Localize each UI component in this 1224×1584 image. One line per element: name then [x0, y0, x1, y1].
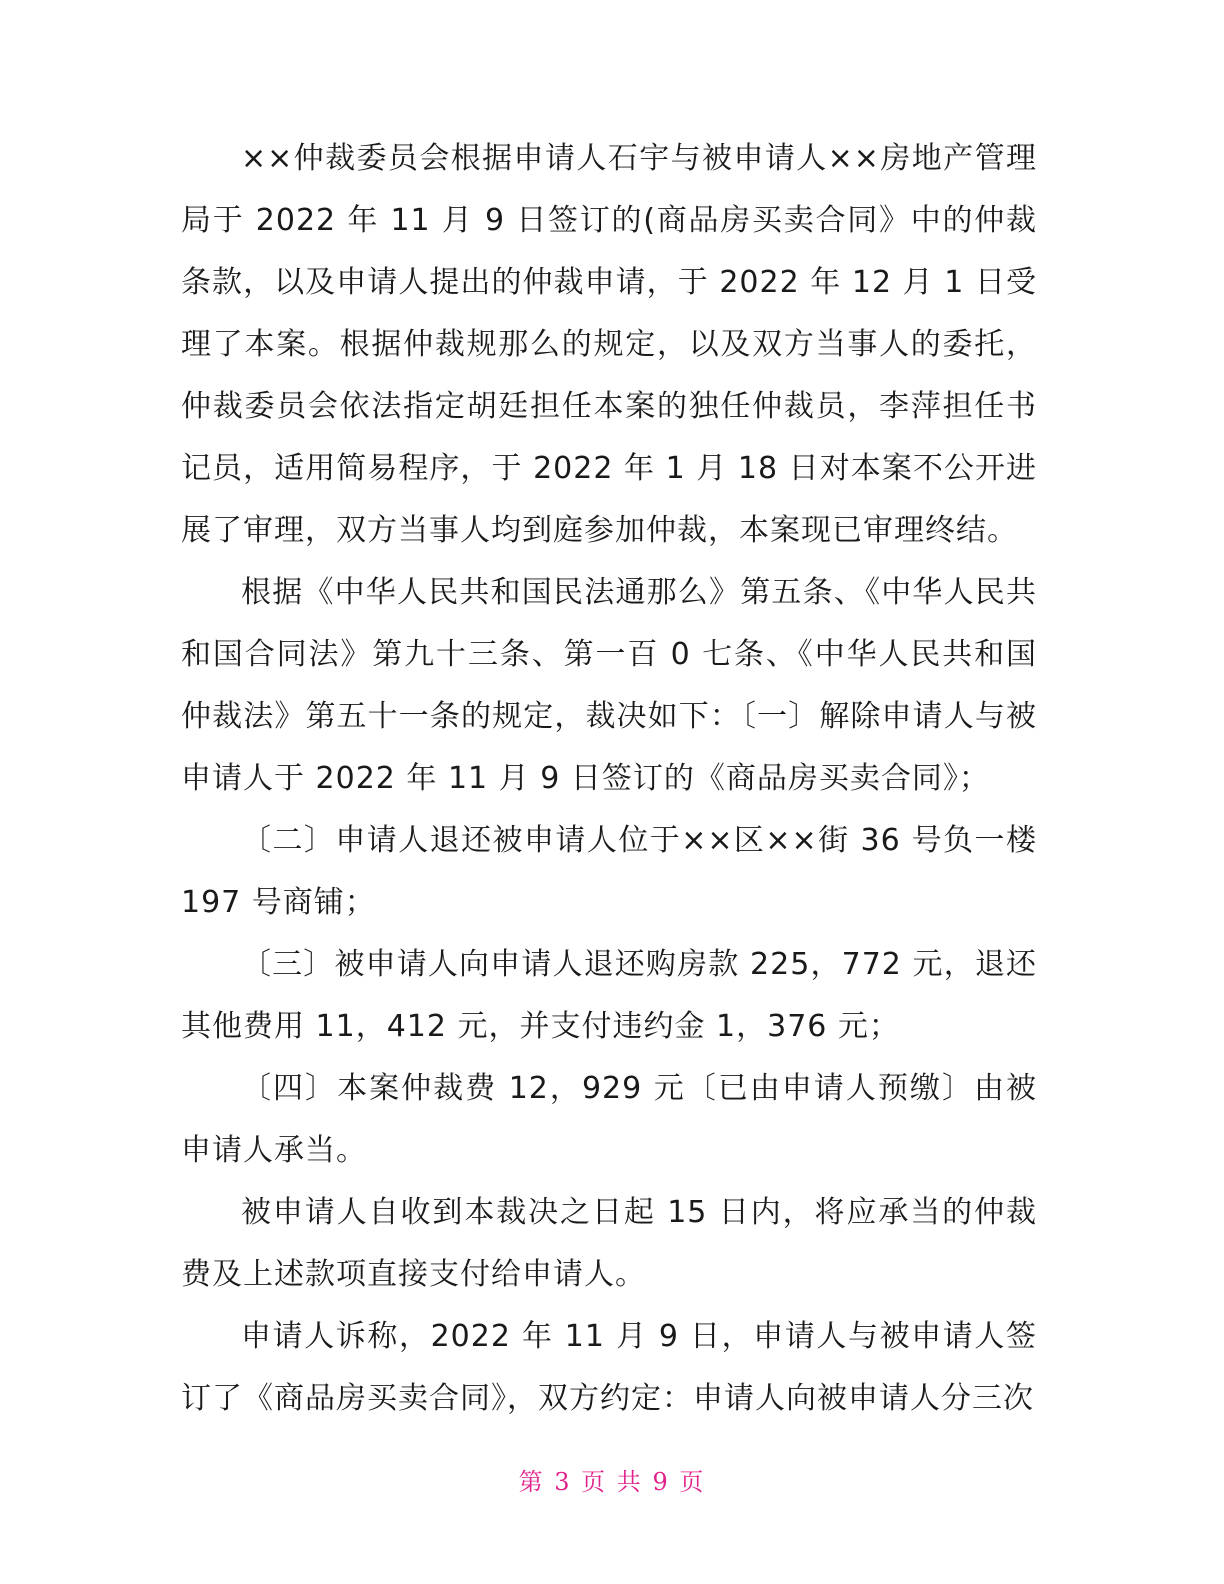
paragraph-ruling-three: 〔三〕被申请人向申请人退还购房款 225，772 元，退还其他费用 11，412 元，并支付违约金 1，376 元； [181, 947, 1037, 1044]
page-number-footer: 第 3 页 共 9 页 [518, 1468, 706, 1496]
paragraph-ruling-four: 〔四〕本案仲裁费 12，929 元〔已由申请人预缴〕由被申请人承当。 [181, 1071, 1037, 1168]
paragraph-case-acceptance: ××仲裁委员会根据申请人石宇与被申请人××房地产管理局于 2022 年 11 月 9 日签订的(商品房买卖合同》中的仲裁条款，以及申请人提出的仲裁申请，于 2022 年 12 月 1 日受理了本案。根据仲裁规那么的规定，以及双方当事人的委托，仲裁委员会依法指定胡廷担任本案的独任仲裁员，李萍担任书记员，适用简易程序，于 2022 年 1 月 18 日对本案不公开进展了审理，双方当事人均到庭参加仲裁，本案现已审理终结。 [181, 141, 1037, 548]
paragraph-legal-basis-ruling-one: 根据《中华人民共和国民法通那么》第五条、《中华人民共和国合同法》第九十三条、第一百 0 七条、《中华人民共和国仲裁法》第五十一条的规定，裁决如下：〔一〕解除申请人与被申请人于 2022 年 11 月 9 日签订的《商品房买卖合同》； [181, 575, 1037, 796]
paragraph-ruling-two: 〔二〕申请人退还被申请人位于××区××街 36 号负一楼 197 号商铺； [181, 823, 1037, 920]
paragraph-applicant-claim: 申请人诉称，2022 年 11 月 9 日，申请人与被申请人签订了《商品房买卖合同》，双方约定：申请人向被申请人分三次 [181, 1319, 1037, 1416]
paragraph-payment-deadline: 被申请人自收到本裁决之日起 15 日内，将应承当的仲裁费及上述款项直接支付给申请人。 [181, 1195, 1037, 1292]
document-body [181, 128, 1037, 1430]
